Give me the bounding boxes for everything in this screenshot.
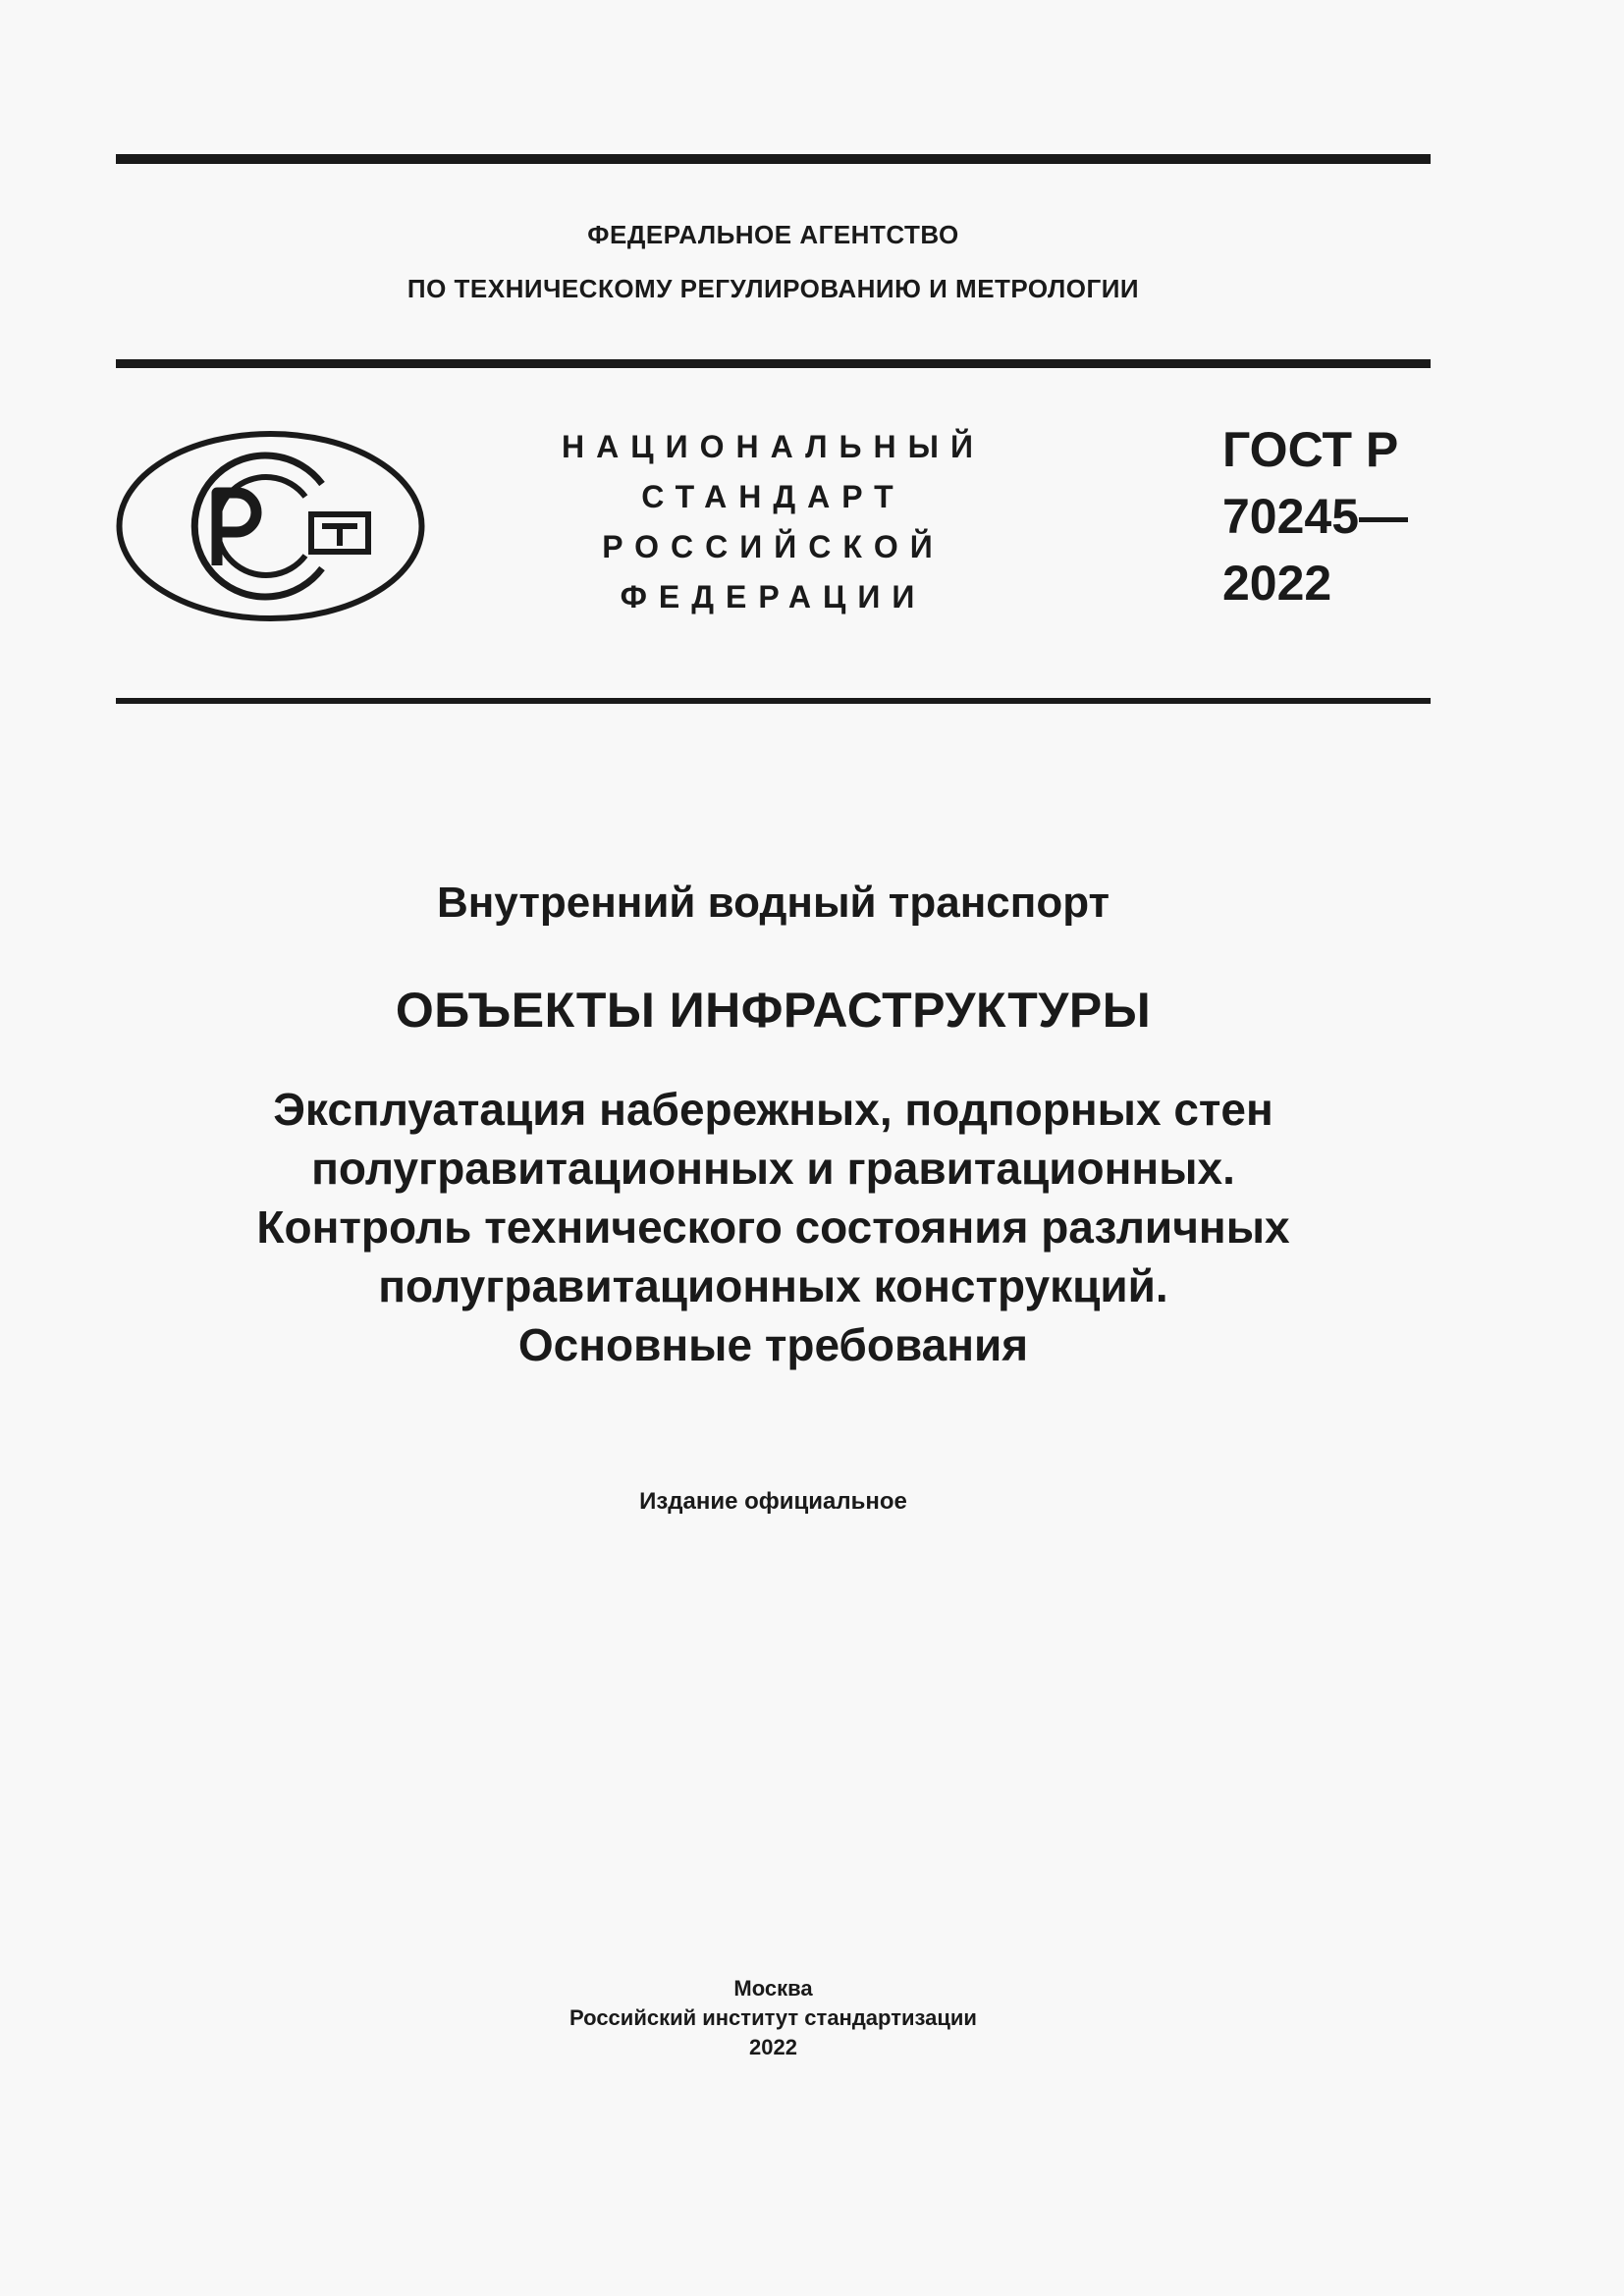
standard-designation: [1222, 416, 1434, 616]
document-category: Внутренний водный транспорт: [436, 879, 1110, 927]
designation-line-3: 2022: [1222, 556, 1332, 611]
designation-line-2: 70245—: [1222, 489, 1409, 544]
subtitle-line-4: полугравитационных конструкций.: [378, 1260, 1168, 1311]
agency-line-2: ПО ТЕХНИЧЕСКОМУ РЕГУЛИРОВАНИЮ И МЕТРОЛОГИИ: [406, 274, 1140, 303]
subtitle-line-1: Эксплуатация набережных, подпорных стен: [273, 1084, 1273, 1135]
national-standard-line-4: ФЕДЕРАЦИИ: [620, 579, 927, 614]
designation-line-1: ГОСТ Р: [1222, 422, 1399, 477]
top-rule: [116, 154, 1431, 164]
agency-line-1: ФЕДЕРАЛЬНОЕ АГЕНТСТВО: [587, 220, 959, 249]
national-standard-line-3: РОССИЙСКОЙ: [602, 529, 945, 564]
national-standard-label: [550, 422, 997, 622]
national-standard-line-1: НАЦИОНАЛЬНЫЙ: [562, 429, 985, 464]
imprint-publisher: Российский институт стандартизации: [569, 2005, 977, 2030]
agency-rule: [116, 359, 1431, 368]
subtitle-line-2: полугравитационных и гравитационных.: [311, 1143, 1235, 1194]
subtitle-line-3: Контроль технического состояния различных: [256, 1201, 1290, 1253]
imprint-year: 2022: [749, 2035, 797, 2059]
document-subtitle: [116, 1080, 1431, 1374]
imprint: [116, 1974, 1431, 2062]
document-title: ОБЪЕКТЫ ИНФРАСТРУКТУРЫ: [395, 983, 1152, 1038]
subtitle-line-5: Основные требования: [517, 1319, 1029, 1370]
national-standard-line-2: СТАНДАРТ: [641, 479, 905, 514]
rst-mark-icon: [116, 430, 425, 622]
edition-note: Издание официальное: [639, 1488, 907, 1515]
header-rule: [116, 698, 1431, 704]
imprint-city: Москва: [733, 1976, 813, 2001]
